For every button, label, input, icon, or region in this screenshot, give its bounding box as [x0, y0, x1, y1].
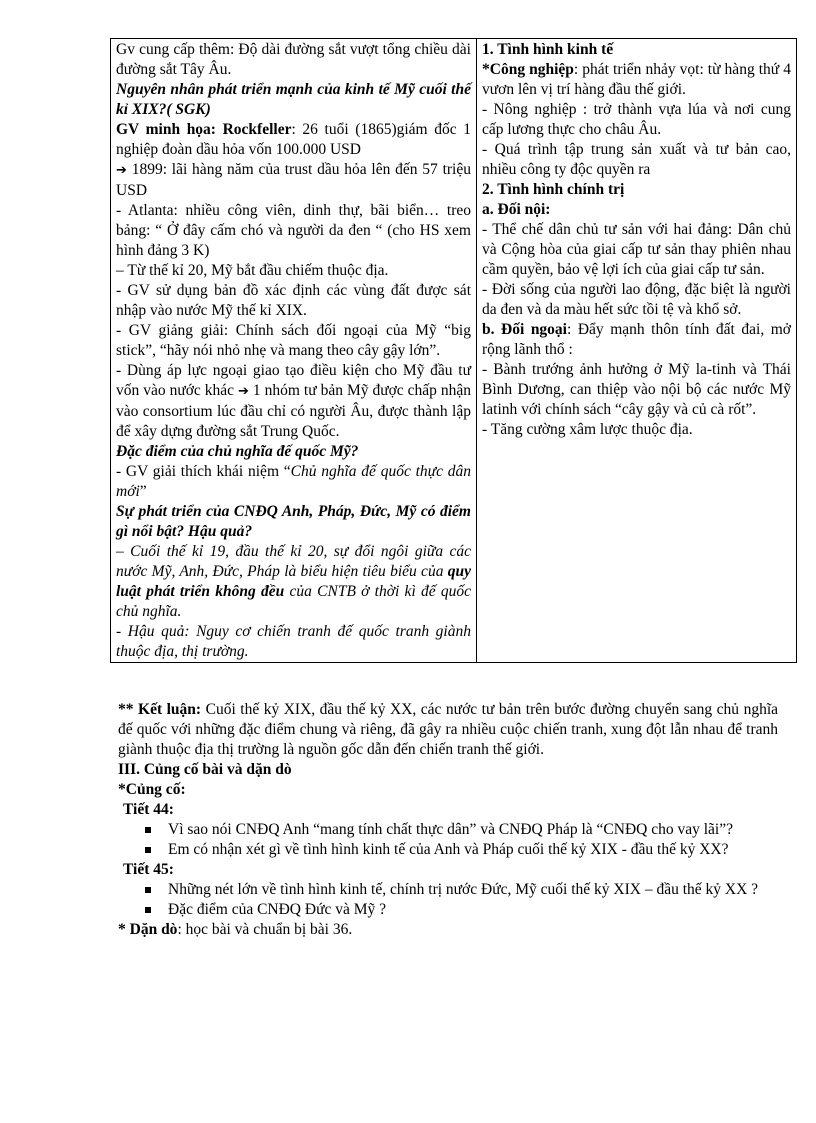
teacher-activities-column: [111, 39, 477, 663]
question-list: [118, 820, 778, 860]
subsection-title: *Củng cố:: [118, 781, 186, 798]
section-heading: 1. Tình hình kinh tế: [482, 41, 614, 58]
question-list: [118, 880, 778, 920]
square-bullet-icon: [145, 907, 151, 913]
paragraph: - Hậu quả: Nguy cơ chiến tranh đế quốc tranh giành thuộc địa, thị trường.: [116, 623, 471, 660]
question-heading: Nguyên nhân phát triển mạnh của kinh tế Mỹ cuối thế kỉ XIX?( SGK): [116, 81, 471, 118]
list-item: Những nét lớn về tình hình kinh tế, chính trị nước Đức, Mỹ cuối thế kỷ XIX – đầu thế kỷ XX ?: [118, 880, 778, 900]
paragraph: - GV giảng giải: Chính sách đối ngoại của Mỹ “big stick”, “hãy nói nhỏ nhẹ và mang theo cây gậy lớn”.: [116, 322, 471, 359]
question-heading: Đặc điểm của chủ nghĩa đế quốc Mỹ?: [116, 443, 359, 460]
paragraph: - GV sử dụng bản đồ xác định các vùng đất được sát nhập vào nước Mỹ thế kỉ XIX.: [116, 282, 471, 319]
list-item: Vì sao nói CNĐQ Anh “mang tính chất thực dân” và CNĐQ Pháp là “CNĐQ cho vay lãi”?: [118, 820, 778, 840]
paragraph: b. Đối ngoại: Đẩy mạnh thôn tính đất đai, mở rộng lãnh thổ :: [482, 321, 791, 358]
paragraph: - Nông nghiệp : trở thành vựa lúa và nơi cung cấp lương thực cho châu Âu.: [482, 101, 791, 138]
paragraph: - GV giải thích khái niệm “Chủ nghĩa đế quốc thực dân mới”: [116, 463, 471, 500]
paragraph: - Dùng áp lực ngoại giao tạo điều kiện cho Mỹ đầu tư vốn vào nước khác ➔ 1 nhóm tư bản Mỹ được chấp nhận vào consortium lúc đầu chỉ có người Âu, được thành lập để xây dựng đường sắt Trung Quốc.: [116, 362, 472, 440]
homework-note: * Dặn dò: học bài và chuẩn bị bài 36.: [118, 921, 353, 938]
paragraph: - Atlanta: nhiều công viên, dinh thự, bãi biển… treo bảng: “ Ở đây cấm chó và người da đen “ (cho HS xem hình đảng 3 K): [116, 202, 471, 259]
table-row: [111, 39, 797, 663]
subsection-heading: a. Đối nội:: [482, 201, 551, 218]
square-bullet-icon: [145, 887, 151, 893]
section-heading: 2. Tình hình chính trị: [482, 181, 625, 198]
paragraph: - Tăng cường xâm lược thuộc địa.: [482, 421, 693, 438]
paragraph: *Công nghiệp: phát triển nhảy vọt: từ hàng thứ 4 vươn lên vị trí hàng đầu thế giới.: [482, 61, 791, 98]
list-item: Em có nhận xét gì về tình hình kinh tế của Anh và Pháp cuối thế kỷ XIX - đầu thế kỷ XX?: [118, 840, 778, 860]
paragraph: – Từ thế kỉ 20, Mỹ bắt đầu chiếm thuộc địa.: [116, 262, 389, 279]
bold-label: GV minh họa: Rockfeller: [116, 121, 292, 138]
square-bullet-icon: [145, 827, 151, 833]
lesson-label: Tiết 45:: [123, 861, 174, 878]
paragraph: GV minh họa: Rockfeller: 26 tuổi (1865)giám đốc 1 nghiệp đoàn dầu hỏa vốn 100.000 USD ➔ 1899: lãi hàng năm của trust dầu hỏa lên đến 57 triệu USD: [116, 121, 471, 199]
lesson-footer: [118, 700, 778, 940]
paragraph: - Bành trướng ảnh hưởng ở Mỹ la-tinh và Thái Bình Dương, can thiệp vào nội bộ các nước Mỹ latinh với chính sách “cây gậy và củ cà rốt”.: [482, 361, 791, 418]
arrow-right-icon: ➔: [116, 163, 127, 178]
paragraph: – Cuối thế kỉ 19, đầu thế kỉ 20, sự đổi ngôi giữa các nước Mỹ, Anh, Đức, Pháp là biểu hiện tiêu biểu của quy luật phát triển không đều của CNTB ở thời kì đế quốc chủ nghĩa.: [116, 543, 471, 620]
conclusion: ** Kết luận: Cuối thế kỷ XIX, đầu thế kỷ XX, các nước tư bản trên bước đường chuyển sang chủ nghĩa đế quốc với những đặc điểm chung và riêng, đã gây ra nhiều cuộc chiến tranh, xung đột lẫn nhau để tranh giành thuộc địa thị trường là nguồn gốc dẫn đến chiến tranh thế giới.: [118, 701, 778, 758]
content-column: [477, 39, 797, 663]
arrow-right-icon: ➔: [238, 384, 249, 399]
section-title: III. Củng cố bài và dặn dò: [118, 761, 292, 778]
paragraph: - Đời sống của người lao động, đặc biệt là người da đen và da màu hết sức tồi tệ và khổ sở.: [482, 281, 791, 318]
list-item: Đặc điểm của CNĐQ Đức và Mỹ ?: [118, 900, 778, 920]
paragraph: - Thể chế dân chủ tư sản với hai đảng: Dân chủ và Cộng hòa của giai cấp tư sản thay phiên nhau cầm quyền, bảo vệ lợi ích của giai cấp tư sản.: [482, 221, 791, 278]
paragraph: - Quá trình tập trung sản xuất và tư bản cao, nhiều công ty độc quyền ra: [482, 141, 791, 178]
square-bullet-icon: [145, 847, 151, 853]
lesson-table: [110, 38, 797, 663]
question-heading: Sự phát triển của CNĐQ Anh, Pháp, Đức, Mỹ có điểm gì nổi bật? Hậu quả?: [116, 503, 471, 540]
lesson-label: Tiết 44:: [123, 801, 174, 818]
paragraph: Gv cung cấp thêm: Độ dài đường sắt vượt tổng chiều dài đường sắt Tây Âu.: [116, 41, 471, 78]
